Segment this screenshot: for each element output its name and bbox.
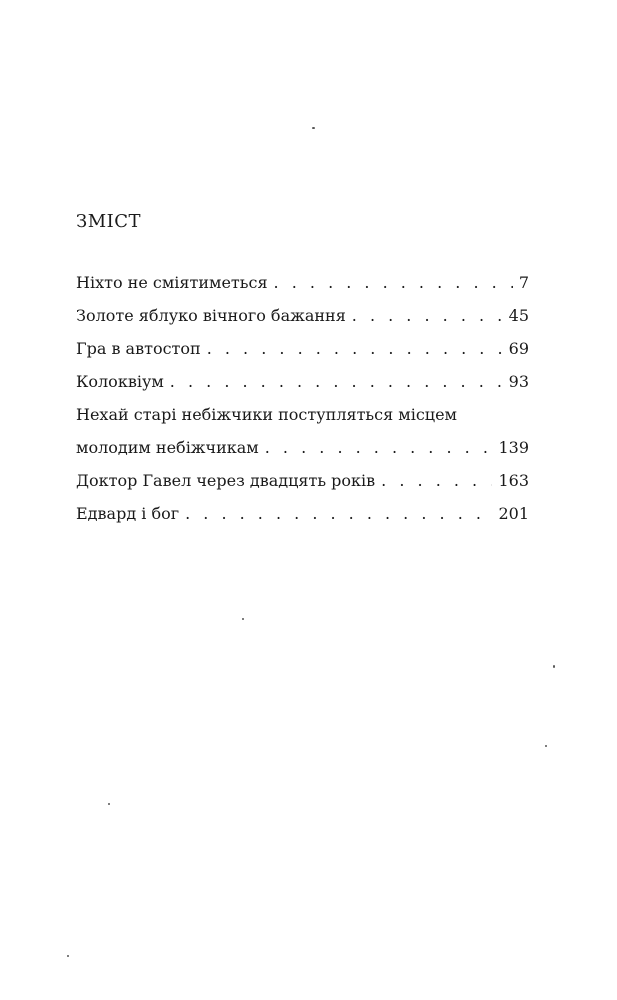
toc-page-number: 139 — [498, 438, 529, 457]
toc-entry-title: Ніхто не сміятиметься — [76, 273, 268, 292]
toc-entry-title-line-2: молодим небіжчикам — [76, 438, 259, 457]
toc-entry-title: Гра в автостоп — [76, 339, 201, 358]
toc-dot-leader — [265, 431, 493, 464]
toc-entry-title: Доктор Гавел через двадцять років — [76, 471, 376, 490]
toc-entry-title: Золоте яблуко вічного бажання — [76, 306, 346, 325]
print-speck — [242, 618, 244, 620]
print-speck — [67, 955, 69, 957]
print-speck — [108, 803, 110, 805]
toc-page-number: 93 — [508, 372, 529, 391]
toc-entry-title: Колоквіум — [76, 372, 164, 391]
toc-dot-leader — [381, 464, 492, 497]
toc-page-number: 163 — [498, 471, 529, 490]
toc-entry[interactable] — [76, 332, 529, 365]
toc-page-number: 45 — [508, 306, 529, 325]
toc-dot-leader — [207, 332, 503, 365]
print-speck — [312, 127, 315, 129]
print-speck — [553, 665, 555, 668]
toc-entry-title: Едвард і бог — [76, 504, 180, 523]
toc-page-number: 69 — [508, 339, 529, 358]
contents-heading: ЗМІСТ — [76, 211, 142, 232]
toc-dot-leader — [274, 266, 513, 299]
toc-entry[interactable] — [76, 365, 529, 398]
toc-entry[interactable] — [76, 497, 529, 530]
toc-dot-leader — [352, 299, 503, 332]
toc-entry[interactable] — [76, 266, 529, 299]
toc-entry-title-line-1: Нехай старі небіжчики поступляться місцем — [76, 405, 457, 424]
toc-entry[interactable] — [76, 299, 529, 332]
toc-dot-leader — [185, 497, 492, 530]
toc-entry[interactable] — [76, 464, 529, 497]
toc-page-number: 201 — [498, 504, 529, 523]
toc-entry[interactable] — [76, 398, 529, 464]
table-of-contents — [76, 266, 529, 530]
print-speck — [545, 745, 547, 747]
toc-dot-leader — [170, 365, 503, 398]
toc-page-number: 7 — [518, 273, 529, 292]
